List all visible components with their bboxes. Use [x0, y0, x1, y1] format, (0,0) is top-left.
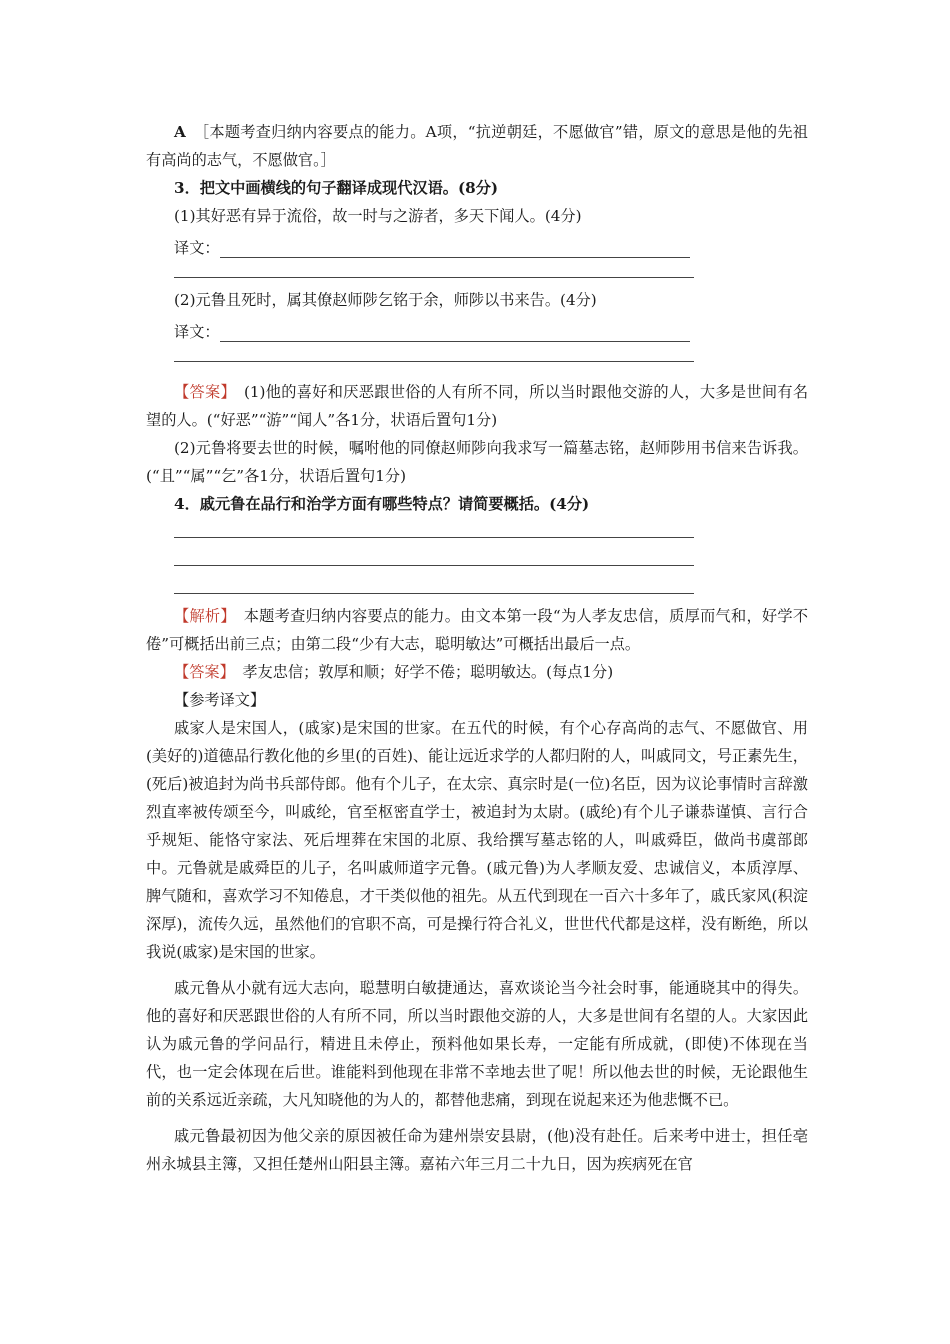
q3-item2-translation-line[interactable] [146, 314, 808, 342]
answer-tag: 【答案】 [174, 663, 228, 681]
answer-rule [174, 361, 694, 362]
q2-answer-explanation: ［本题考查归纳内容要点的能力。A项，“抗逆朝廷，不愿做官”错，原文的意思是他的先祖有高尚的志气，不愿做官。］ [146, 123, 808, 169]
q4-blank-line-3[interactable] [146, 574, 808, 602]
q3-item-1: (1)其好恶有异于流俗，故一时与之游者，多天下闻人。(4分) [174, 207, 582, 225]
q3-title: 3．把文中画横线的句子翻译成现代汉语。(8分) [174, 179, 499, 197]
reference-title: 【参考译文】 [174, 691, 266, 709]
q4-analysis [146, 602, 808, 658]
answer-rule [174, 277, 694, 278]
q3-item1-translation-line[interactable] [146, 230, 808, 258]
answer-rule [174, 593, 694, 594]
reference-paragraph-2: 戚元鲁从小就有远大志向，聪慧明白敏捷通达，喜欢谈论当今社会时事，能通晓其中的得失。他的喜好和厌恶跟世俗的人有所不同，所以当时跟他交游的人，大多是世间有名望的人。大家因此认为戚元鲁的学问品行，精进且未停止，预料他如果长寿，一定能有所成就，(即使)不体现在当代，也一定会体现在后世。谁能料到他现在非常不幸地去世了呢！所以他去世的时候，无论跟他生前的关系远近亲疏，大凡知晓他的为人的，都替他悲痛，到现在说起来还为他悲慨不已。 [146, 979, 808, 1109]
reference-paragraph-1: 戚家人是宋国人，(戚家)是宋国的世家。在五代的时候，有个心存高尚的志气、不愿做官、用(美好的)道德品行教化他的乡里(的百姓)、能让远近求学的人都归附的人，叫戚同文，号正素先生，(死后)被追封为尚书兵部侍郎。他有个儿子，在太宗、真宗时是(一位)名臣，因为议论事情时言辞激烈直率被传颂至今，叫戚纶，官至枢密直学士，被追封为太尉。(戚纶)有个儿子谦恭谨慎、言行合乎规矩、能恪守家法、死后埋葬在宋国的北原、我给撰写墓志铭的人，叫戚舜臣，做尚书虞部郎中。元鲁就是戚舜臣的儿子，名叫戚师道字元鲁。(戚元鲁)为人孝顺友爱、忠诚信义，本质淳厚、脾气随和，喜欢学习不知倦息，才干类似他的祖先。从五代到现在一百六十多年了，戚氏家风(积淀深厚)，流传久远，虽然他们的官职不高，可是操行符合礼义，世世代代都是这样，没有断绝，所以我说(戚家)是宋国的世家。 [146, 719, 808, 961]
q4-answer-text: 孝友忠信；敦厚和顺；好学不倦；聪明敏达。(每点1分) [242, 663, 614, 681]
answer-rule [220, 240, 690, 258]
q4-blank-line-1[interactable] [146, 518, 808, 546]
q3-item-2: (2)元鲁且死时，属其僚赵师陟乞铭于余，师陟以书来告。(4分) [174, 291, 597, 309]
document-page [146, 118, 808, 1178]
q4-blank-line-2[interactable] [146, 546, 808, 574]
q4-answer [146, 658, 808, 686]
translation-label: 译文： [174, 323, 220, 341]
answer-tag: 【答案】 [174, 383, 229, 401]
q3-answer-1-text: (1)他的喜好和厌恶跟世俗的人有所不同，所以当时跟他交游的人，大多是世间有名望的人。(“好恶”“游”“闻人”各1分，状语后置句1分) [146, 383, 809, 429]
answer-rule [174, 565, 694, 566]
q2-answer-letter: A [174, 123, 186, 141]
q3-answer-2: (2)元鲁将要去世的时候，嘱咐他的同僚赵师陟向我求写一篇墓志铭，赵师陟用书信来告诉我。(“且”“属”“乞”各1分，状语后置句1分) [146, 439, 808, 485]
q3-answer-1 [146, 378, 808, 434]
answer-rule [174, 537, 694, 538]
answer-rule [220, 324, 690, 342]
analysis-tag: 【解析】 [174, 607, 229, 625]
q3-item2-blank-line[interactable] [146, 342, 808, 370]
q2-answer-paragraph [146, 118, 808, 174]
translation-label: 译文： [174, 239, 220, 257]
reference-paragraph-3: 戚元鲁最初因为他父亲的原因被任命为建州崇安县尉，(他)没有赴任。后来考中进士，担任亳州永城县主簿，又担任楚州山阳县主簿。嘉祐六年三月二十九日，因为疾病死在官 [146, 1127, 808, 1173]
q4-title: 4．戚元鲁在品行和治学方面有哪些特点？请简要概括。(4分) [174, 495, 590, 513]
q3-item1-blank-line[interactable] [146, 258, 808, 286]
q4-analysis-text: 本题考查归纳内容要点的能力。由文本第一段“为人孝友忠信，质厚而气和，好学不倦”可概括出前三点；由第二段“少有大志，聪明敏达”可概括出最后一点。 [146, 607, 809, 653]
